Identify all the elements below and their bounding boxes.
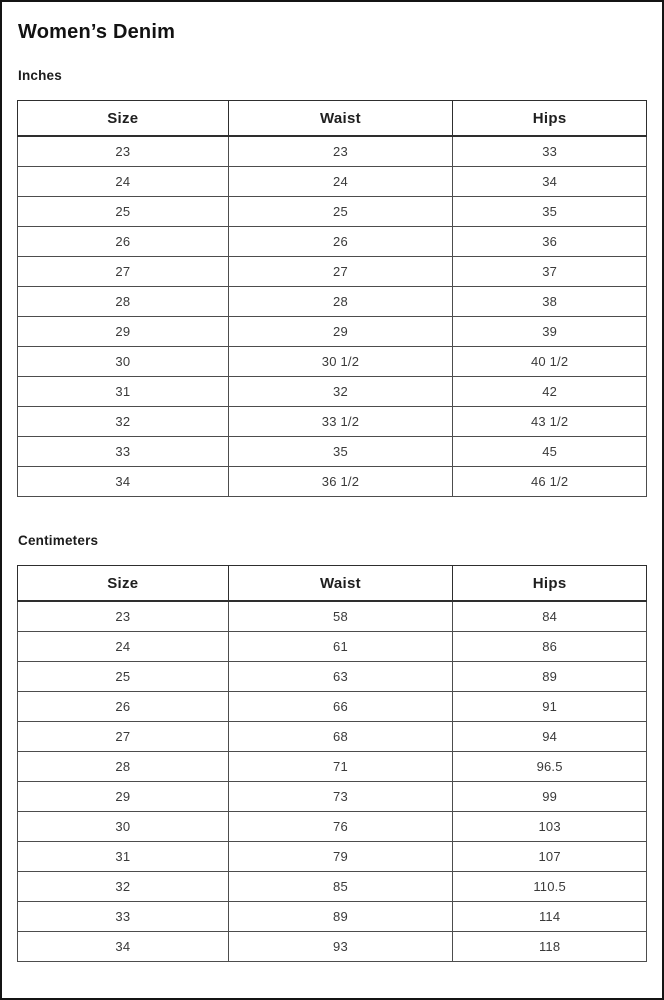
table-row xyxy=(18,467,647,497)
table-cell: 32 xyxy=(18,407,229,437)
table-cell: 63 xyxy=(228,662,453,692)
table-cell: 73 xyxy=(228,782,453,812)
unit-label: Centimeters xyxy=(18,533,99,548)
table-cell: 33 xyxy=(18,902,229,932)
table-cell: 29 xyxy=(18,317,229,347)
table-cell: 36 1/2 xyxy=(228,467,453,497)
table-cell: 23 xyxy=(18,601,229,632)
table-cell: 34 xyxy=(18,467,229,497)
column-header: Hips xyxy=(453,566,647,602)
table-cell: 28 xyxy=(18,752,229,782)
table-row xyxy=(18,601,647,632)
table-cell: 28 xyxy=(18,287,229,317)
table-cell: 26 xyxy=(18,692,229,722)
table-cell: 27 xyxy=(18,722,229,752)
size-table xyxy=(17,100,647,497)
table-row xyxy=(18,437,647,467)
table-cell: 43 1/2 xyxy=(453,407,647,437)
table-body xyxy=(18,601,647,962)
table-cell: 94 xyxy=(453,722,647,752)
table-cell: 30 1/2 xyxy=(228,347,453,377)
table-cell: 40 1/2 xyxy=(453,347,647,377)
table-cell: 45 xyxy=(453,437,647,467)
table-header-row xyxy=(18,566,647,602)
table-cell: 110.5 xyxy=(453,872,647,902)
table-cell: 25 xyxy=(18,662,229,692)
table-cell: 35 xyxy=(228,437,453,467)
table-cell: 118 xyxy=(453,932,647,962)
table-row xyxy=(18,257,647,287)
table-row xyxy=(18,347,647,377)
table-cell: 89 xyxy=(453,662,647,692)
table-cell: 24 xyxy=(228,167,453,197)
size-section xyxy=(17,533,647,962)
table-cell: 32 xyxy=(228,377,453,407)
table-cell: 46 1/2 xyxy=(453,467,647,497)
table-row xyxy=(18,407,647,437)
page-title: Women’s Denim xyxy=(18,21,176,43)
table-row xyxy=(18,692,647,722)
table-cell: 114 xyxy=(453,902,647,932)
table-cell: 38 xyxy=(453,287,647,317)
table-row xyxy=(18,782,647,812)
table-row xyxy=(18,377,647,407)
table-cell: 25 xyxy=(18,197,229,227)
table-cell: 25 xyxy=(228,197,453,227)
column-header: Waist xyxy=(228,566,453,602)
table-row xyxy=(18,812,647,842)
table-cell: 85 xyxy=(228,872,453,902)
size-table xyxy=(17,565,647,962)
table-row xyxy=(18,632,647,662)
column-header: Waist xyxy=(228,101,453,137)
table-cell: 34 xyxy=(18,932,229,962)
table-cell: 34 xyxy=(453,167,647,197)
table-cell: 93 xyxy=(228,932,453,962)
table-row xyxy=(18,197,647,227)
table-cell: 99 xyxy=(453,782,647,812)
table-cell: 29 xyxy=(228,317,453,347)
table-cell: 35 xyxy=(453,197,647,227)
table-cell: 39 xyxy=(453,317,647,347)
table-cell: 24 xyxy=(18,632,229,662)
column-header: Hips xyxy=(453,101,647,137)
size-section xyxy=(17,68,647,497)
table-cell: 61 xyxy=(228,632,453,662)
table-row xyxy=(18,167,647,197)
table-cell: 31 xyxy=(18,377,229,407)
unit-label: Inches xyxy=(18,68,62,83)
table-cell: 27 xyxy=(228,257,453,287)
table-row xyxy=(18,932,647,962)
table-cell: 36 xyxy=(453,227,647,257)
table-cell: 107 xyxy=(453,842,647,872)
table-cell: 66 xyxy=(228,692,453,722)
table-cell: 28 xyxy=(228,287,453,317)
table-cell: 23 xyxy=(18,136,229,167)
table-cell: 91 xyxy=(453,692,647,722)
table-cell: 30 xyxy=(18,812,229,842)
table-cell: 103 xyxy=(453,812,647,842)
table-cell: 30 xyxy=(18,347,229,377)
table-cell: 23 xyxy=(228,136,453,167)
table-header-row xyxy=(18,101,647,137)
table-cell: 32 xyxy=(18,872,229,902)
table-cell: 79 xyxy=(228,842,453,872)
table-row xyxy=(18,842,647,872)
table-body xyxy=(18,136,647,497)
table-row xyxy=(18,872,647,902)
table-cell: 37 xyxy=(453,257,647,287)
table-row xyxy=(18,722,647,752)
table-cell: 71 xyxy=(228,752,453,782)
column-header: Size xyxy=(18,101,229,137)
table-cell: 33 1/2 xyxy=(228,407,453,437)
table-row xyxy=(18,136,647,167)
table-row xyxy=(18,287,647,317)
table-cell: 58 xyxy=(228,601,453,632)
table-row xyxy=(18,227,647,257)
column-header: Size xyxy=(18,566,229,602)
table-cell: 86 xyxy=(453,632,647,662)
table-row xyxy=(18,902,647,932)
table-cell: 42 xyxy=(453,377,647,407)
table-cell: 33 xyxy=(453,136,647,167)
table-cell: 33 xyxy=(18,437,229,467)
table-row xyxy=(18,317,647,347)
table-cell: 84 xyxy=(453,601,647,632)
table-cell: 24 xyxy=(18,167,229,197)
table-cell: 68 xyxy=(228,722,453,752)
table-cell: 96.5 xyxy=(453,752,647,782)
table-cell: 26 xyxy=(228,227,453,257)
table-cell: 76 xyxy=(228,812,453,842)
table-cell: 31 xyxy=(18,842,229,872)
table-cell: 29 xyxy=(18,782,229,812)
table-row xyxy=(18,752,647,782)
table-cell: 89 xyxy=(228,902,453,932)
sections-container xyxy=(17,68,647,962)
table-cell: 27 xyxy=(18,257,229,287)
table-cell: 26 xyxy=(18,227,229,257)
table-row xyxy=(18,662,647,692)
